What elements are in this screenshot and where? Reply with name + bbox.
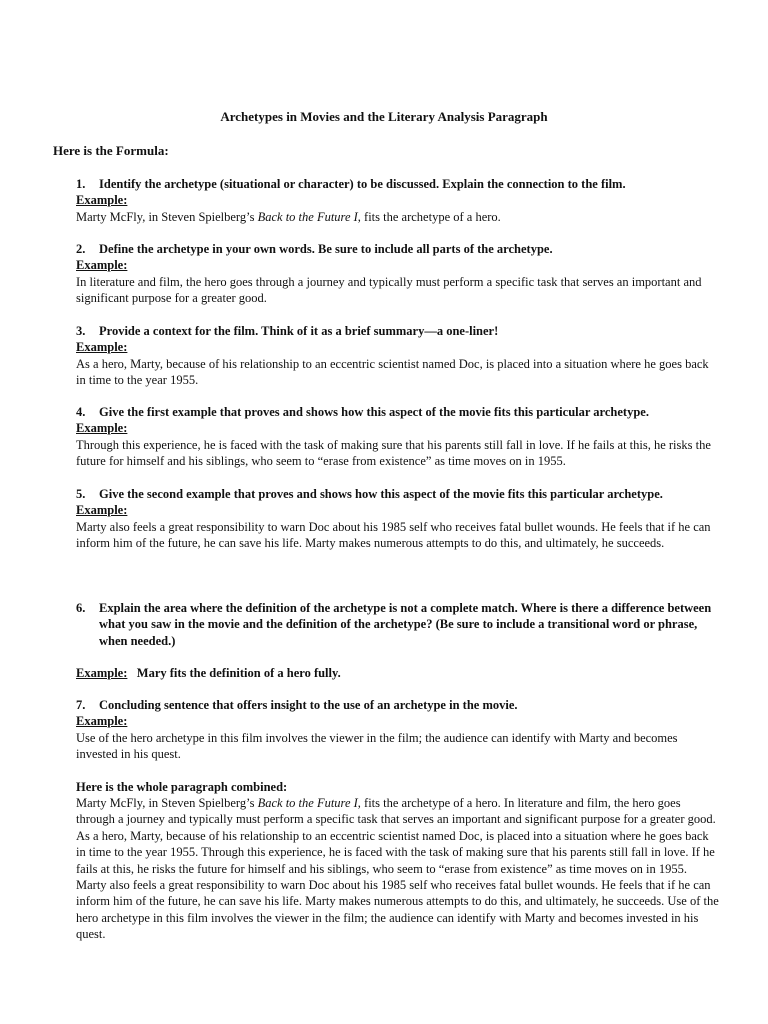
formula-heading: Here is the Formula: (53, 143, 169, 158)
combined-paragraph (76, 795, 720, 943)
step-6 (76, 600, 716, 681)
step-5 (76, 486, 716, 551)
example-text-before: Marty McFly, in Steven Spielberg’s (76, 209, 258, 224)
step-title-text: Provide a context for the film. Think of it as a brief summary—a one-liner! (99, 324, 499, 338)
step-number: 6. (76, 601, 86, 615)
example-text-after: , fits the archetype of a hero. (357, 209, 501, 224)
step-title-text: Concluding sentence that offers insight to the use of an archetype in the movie. (99, 698, 518, 712)
step-1 (76, 176, 716, 225)
film-title: Back to the Future I (257, 796, 358, 810)
step-title (76, 323, 716, 339)
step-number: 1. (76, 177, 86, 191)
step-title (76, 600, 716, 649)
example-label: Example: (76, 258, 128, 273)
example-inline (76, 665, 716, 681)
step-4 (76, 404, 716, 469)
example-text: Marty also feels a great responsibility to warn Doc about his 1985 self who receives fatal bullet wounds. He feels that if he can inform him of the future, he can save his life. Marty makes numerous attempts to do this, and ultimately, he succeeds. (76, 519, 711, 550)
step-title-text: Identify the archetype (situational or character) to be discussed. Explain the connection to the film. (99, 177, 626, 191)
step-number: 7. (76, 698, 86, 712)
example-text: Mary fits the definition of a hero fully. (136, 665, 341, 680)
step-title (76, 176, 716, 192)
step-number: 2. (76, 242, 86, 256)
film-title: Back to the Future I (257, 209, 358, 224)
example-text: Use of the hero archetype in this film involves the viewer in the film; the audience can identify with Marty and becomes invested in his quest. (76, 730, 678, 761)
step-number: 3. (76, 324, 86, 338)
step-3 (76, 323, 716, 388)
combined-heading: Here is the whole paragraph combined: (76, 780, 288, 794)
example-label: Example: (76, 193, 128, 208)
example-label: Example: (76, 665, 128, 680)
step-title (76, 486, 716, 502)
step-number: 5. (76, 487, 86, 501)
example-text (76, 209, 716, 225)
example-text: As a hero, Marty, because of his relationship to an eccentric scientist named Doc, is placed into a situation where he goes back in time to the year 1955. (76, 356, 709, 387)
combined-text-before: Marty McFly, in Steven Spielberg’s (76, 796, 258, 810)
example-label: Example: (76, 421, 128, 436)
step-title-text: Give the first example that proves and shows how this aspect of the movie fits this particular archetype. (99, 405, 649, 419)
document-title: Archetypes in Movies and the Literary Analysis Paragraph (220, 109, 548, 124)
example-label: Example: (76, 340, 128, 355)
example-label: Example: (76, 714, 128, 729)
step-title (76, 241, 716, 257)
step-title-text: Give the second example that proves and shows how this aspect of the movie fits this particular archetype. (99, 487, 663, 501)
example-text: Through this experience, he is faced with the task of making sure that his parents still fall in love. If he fails at this, he risks the future for himself and his siblings, who seem to “erase from existence” as time moves on in 1955. (76, 437, 711, 468)
step-title-text: Define the archetype in your own words. Be sure to include all parts of the archetype. (99, 242, 553, 256)
step-number: 4. (76, 405, 86, 419)
step-7 (76, 697, 716, 762)
step-title (76, 404, 716, 420)
example-text: In literature and film, the hero goes through a journey and typically must perform a specific task that serves an important and significant purpose for a greater good. (76, 274, 702, 305)
combined-text-after: , fits the archetype of a hero. In literature and film, the hero goes through a journey and typically must perform a specific task that serves an important and significant purpose for a greater good. As a hero, Marty, because of his relationship to an eccentric scientist named Doc, is placed into a situation where he goes back in time to the year 1955. Through this experience, he is faced with the task of making sure that his parents still fall in love. If he fails at this, he risks the future for himself and his siblings, who seem to “erase from existence” as time moves on in 1955. Marty also feels a great responsibility to warn Doc about his 1985 self who receives fatal bullet wounds. He feels that if he can inform him of the future, he can save his life. Marty makes numerous attempts to do this, and ultimately, he succeeds. Use of the hero archetype in this film involves the viewer in the film; the audience can identify with Marty and becomes invested in his quest. (76, 796, 719, 942)
step-title (76, 697, 716, 713)
example-label: Example: (76, 503, 128, 518)
step-2 (76, 241, 716, 306)
step-title-text: Explain the area where the definition of the archetype is not a complete match. Where is there a difference between what you saw in the movie and the definition of the archetype? (Be sure to include a transitional word or phrase, when needed.) (99, 601, 712, 648)
